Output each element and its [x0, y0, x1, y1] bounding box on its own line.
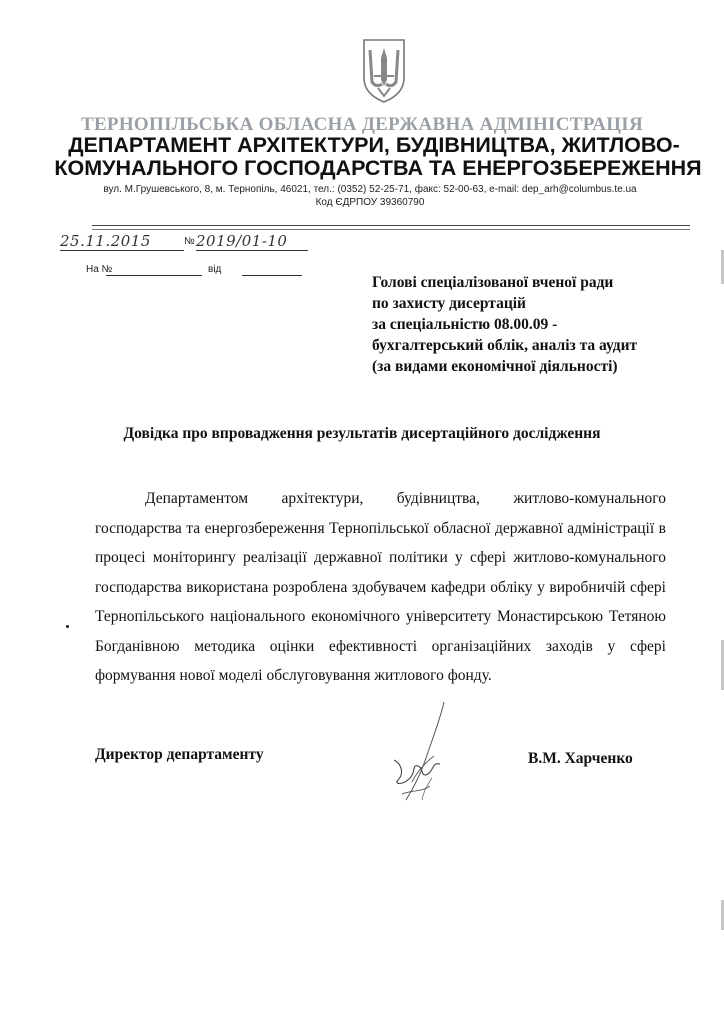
addressee-line: по захисту дисертацій: [372, 295, 526, 312]
document-title: Довідка про впровадження результатів дисертаційного дослідження: [123, 425, 601, 442]
outgoing-date: 25.11.2015: [60, 232, 184, 251]
body-paragraph: Департаментом архітектури, будівництва, житлово-комунального господарства та енергозбереження Тернопільської обласної державної адміністрації в процесі моніторингу реалізації державної політики у сфері житлово-комунального господарства використана розроблена здобувачем кафедри обліку у виробничій сфері Тернопільського національного економічного університету Монастирською Тетяною Богданівною методика оцінки ефективності організаційних заходів у сфері формування нової моделі обслуговування житлового фонду.: [95, 490, 666, 684]
reference-from-label: від: [208, 264, 222, 275]
regional-administration-title: ТЕРНОПІЛЬСЬКА ОБЛАСНА ДЕРЖАВНА АДМІНІСТРАЦІЯ: [80, 114, 644, 135]
header-divider: [92, 225, 690, 226]
addressee-line: бухгалтерський облік, аналіз та аудит: [372, 337, 638, 354]
handwritten-signature: [382, 700, 472, 815]
header-divider-thin: [92, 229, 690, 230]
outgoing-number: 2019/01-10: [196, 232, 308, 251]
reference-label: На №: [86, 264, 113, 275]
margin-dot: [66, 625, 69, 628]
number-label: №: [184, 236, 195, 247]
reference-date-blank: [242, 275, 302, 276]
addressee-line: (за видами економічної діяльності): [372, 358, 618, 375]
department-title-line1: ДЕПАРТАМЕНТ АРХІТЕКТУРИ, БУДІВНИЦТВА, ЖИТЛОВО-: [68, 133, 680, 157]
signatory-title: Директор департаменту: [95, 746, 264, 763]
addressee-block: [372, 272, 672, 377]
signatory-name: В.М. Харченко: [528, 750, 633, 767]
department-address: вул. М.Грушевського, 8, м. Тернопіль, 46021, тел.: (0352) 52-25-71, факс: 52-00-63, e-mail: dep_arh@columbus.te.ua: [103, 184, 637, 195]
trident-emblem-icon: [360, 38, 408, 104]
addressee-line: Голові спеціалізованої вченої ради: [372, 274, 614, 291]
department-title-line2: КОМУНАЛЬНОГО ГОСПОДАРСТВА ТА ЕНЕРГОЗБЕРЕЖЕННЯ: [54, 156, 702, 180]
edrpou-code: Код ЄДРПОУ 39360790: [315, 197, 425, 208]
reference-number-blank: [106, 275, 202, 276]
addressee-line: за спеціальністю 08.00.09 -: [372, 316, 558, 333]
